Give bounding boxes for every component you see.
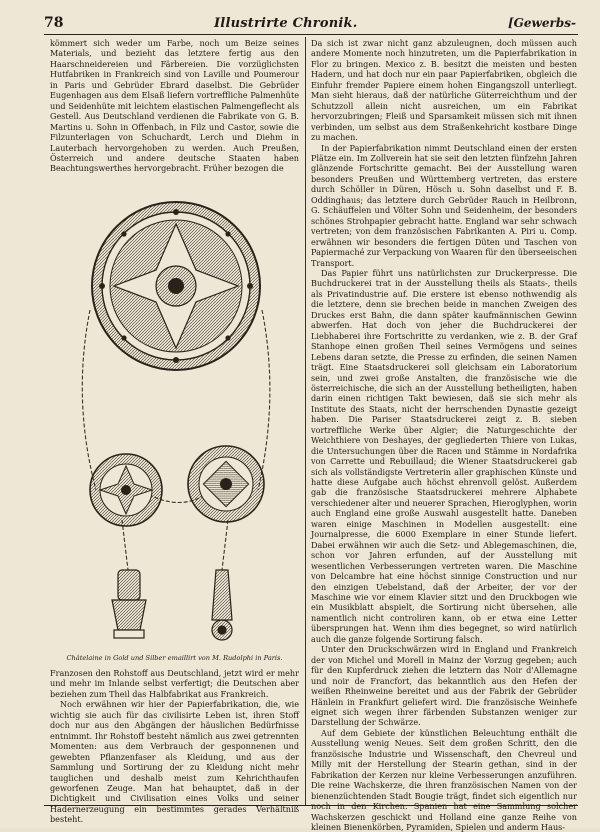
figure-caption: Châtelaine in Gold und Silber emaillirt von M. Rudolphi in Paris. (66, 654, 283, 662)
paragraph: Noch erwähnen wir hier der Papierfabrikation, die, wie wichtig sie auch für das civilisirte Leben ist, ihren Stoff doch nur aus den Abgängen der häuslichen Bedürfnisse entnimmt. Ihr Rohstoff besteht nämlich aus zwei getrennten Momenten: aus dem Verbrauch der gesponnenen und gewebten Pflanzenfaser als Kleidung, und aus der Sammlung und Sortirung der zu Kleidung nicht mehr tauglichen und deshalb meist zum Kehrichthaufen geworfenen Zeuge. Man hat behauptet, daß in der Dichtigkeit und Civilisation eines Volks und seiner Hadernerzeugung ein bestimmtes gerades Verhältniß besteht. (50, 699, 299, 825)
left-column-bottom (50, 668, 299, 825)
paragraph: Unter den Druckschwärzen wird in England und Frankreich der von Michel und Morell in Mainz der Vorzug gegeben; auch für den Kupferdruck ziehen die letztern das Noir d'Allemagne und noir de Francfort, das bekanntlich aus den Hefen der weißen Rheinweine bereitet und aus der Fabrik der Gebrüder Hänlein in Frankfurt geliefert wird. Die französische Weinhefe eignet sich wegen ihrer färbenden Substanzen weniger zur Darstellung der Schwärze. (311, 644, 577, 728)
page-number: 78 (44, 15, 64, 31)
running-title: Illustrirte Chronik. (214, 15, 358, 31)
right-column (311, 38, 577, 832)
chatelaine-illustration (60, 190, 292, 650)
paragraph: In der Papierfabrikation nimmt Deutschland einen der ersten Plätze ein. Im Zollverein hat sie seit den letzten fünfzehn Jahren glänzende Fortschritte gemacht. Bei der Ausstellung waren besonders Preußen und Württemberg vertreten, das erstere durch Schöller in Düren, Hösch u. Sohn daselbst und F. B. Oddinghaus; das letztere durch Gebrüder Rauch in Heilbronn, G. Schäuffelen und Völter Sohn und Seidenheim, der besonders schönes Strohpapier gebracht hatte. England war sehr schwach vertreten; von dem französischen Fabrikanten A. Piri u. Comp. erwähnen wir besonders die fertigen Düten und Taschen von Papiermaché zur Verpackung von Waaren für den überseeischen Transport. (311, 142, 577, 268)
left-column-top (50, 38, 299, 190)
paragraph: kömmert sich weder um Farbe, noch um Beize seines Materials, und bezieht das letztere fertig aus den Haarschneidereien und Färbereien. Die vorzüglichsten Hutfabriken in Frankreich sind von Laville und Poumerour in Paris und Gebrüder Ebrard daselbst. Die Gebrüder Eugenhagen aus dem Elsaß liefern vortreffliche Palmenhüte und Seidenhüte mit leichtem elastischen Palmengeflecht als Gestell. Aus Deutschland verdienen die Fabrikate von G. B. Martins u. Sohn in Offenbach, in Filz und Castor, sowie die Filzunterlagen von Schuchardt, Lerch und Diehm in Lauterbach hervorgehoben zu werden. Auch Preußen, Österreich und andere deutsche Staaten haben Beachtungswerthes hervorgebracht. Früher bezogen die (50, 38, 299, 174)
page-header (44, 12, 576, 34)
paragraph: Auf dem Gebiete der künstlichen Beleuchtung enthält die Ausstellung wenig Neues. Seit dem großen Schritt, den die französische Industrie und Wissenschaft, den Chevreul und Milly mit der Herstellung der Stearin gethan, sind in der Fabrikation der Kerzen nur kleine Verbesserungen anzuführen. Die reine Wachskerze, die ihren französischen Namen von der bienenzüchtenden Stadt Bougie trägt, findet sich eigentlich nur noch in den Kirchen. Spanien hat eine Sammlung solcher Wachskerzen geschickt und Holland eine ganze Reihe von kleinen Bienenkörben, Pyramiden, Spielen und anderm Haus- (311, 727, 577, 832)
paragraph: Da sich ist zwar nicht ganz abzuleugnen, doch müssen auch andere Momente noch hinzutreten, um die Papierfabrikation in Flor zu bringen. Mexico z. B. besitzt die meisten und besten Hadern, und hat doch nur ein paar Papierfabriken, obgleich die Einfuhr fremder Papiere einem hohen Eingangszoll unterliegt. Man sieht hieraus, daß der natürliche Güterreichthum und der Schutzzoll allein nicht ausreichen, um ein Fabrikat hervorzubringen; Fleiß und Sparsamkeit müssen sich mit ihnen verbinden, um selbst aus dem Straßenkehricht kostbare Dinge zu machen. (311, 38, 577, 143)
header-rule (44, 34, 578, 35)
section-label: [Gewerbs- (508, 16, 576, 30)
paragraph: Das Papier führt uns natürlichsten zur Druckerpresse. Die Buchdruckerei trat in der Ausstellung theils als Staats-, theils als Privatindustrie auf. Die erstere ist ebenso nothwendig als die letztere, denn sie brechen beide in manchen Zweigen des Druckes erst Bahn, die dann später kaufmännischen Gewinn abwerfen. Hat doch von jeher die Buchdruckerei der Liebhaberei ihre Fortschritte zu verdanken, wie z. B. der Graf Stanhope einen großen Theil seines Vermögens und seines Lebens daran setzte, die Presse zu erfinden, die seinen Namen trägt. Eine Staatsdruckerei soll gleichsam ein Laboratorium sein, und zwei große Anstalten, die französische wie die österreichische, die sich an der Ausstellung betheiligten, haben darin einen richtigen Takt bewiesen, daß sie sich mehr als Institute des Staats, nicht der herrschenden Dynastie gezeigt haben. Die Pariser Staatsdruckerei zeigt z. B. sieben vortreffliche Werke über Algier; die Naturgeschichte der Weichthiere von Deshayes, der gegliederten Thiere von Lukas, die Untersuchungen über die Racen und Stämme in Nordafrika von Carrette und Rebuillaud; die Wiener Staatsdruckerei gab sich als vollständigste Vertreterin aller graphischen Künste und hatte diese Aufgabe auch höchst ehrenvoll gelöst. Außerdem gab die französische Staatsdruckerei mehrere Alphabete verschiedener alter und neuerer Sprachen, Hieroglyphen, worin auch England eine große Auswahl ausgestellt hatte. Daneben waren einige Maschinen in Modellen ausgestellt: eine Journalpresse, die 6000 Exemplare in einer Stunde liefert. Dabei erwähnen wir auch die Setz- und Ablegemaschinen, die, schon vor Jahren erfunden, auf der Ausstellung mit wesentlichen Verbesserungen vertreten waren. Die Maschine von Delcambre hat eine höchst sinnige Construction und nur den einzigen Uebelstand, daß der Arbeiter, der vor der Maschine wie vor einem Klavier sitzt und den Druckbogen wie ein Musikblatt abspielt, die Sortirung nicht übersehen, alle namentlich nicht controliren kann, ob er etwa eine Letter übersprungen hat. Wenn ihm dies begegnet, so wird natürlich auch die ganze folgende Sortirung falsch. (311, 267, 577, 644)
paragraph: Franzosen den Rohstoff aus Deutschland, jetzt wird er mehr und mehr im Inlande selbst verfertigt; die Deutschen aber beziehen zum Theil das Halbfabrikat aus Frankreich. (50, 668, 299, 699)
column-rule (305, 37, 306, 806)
